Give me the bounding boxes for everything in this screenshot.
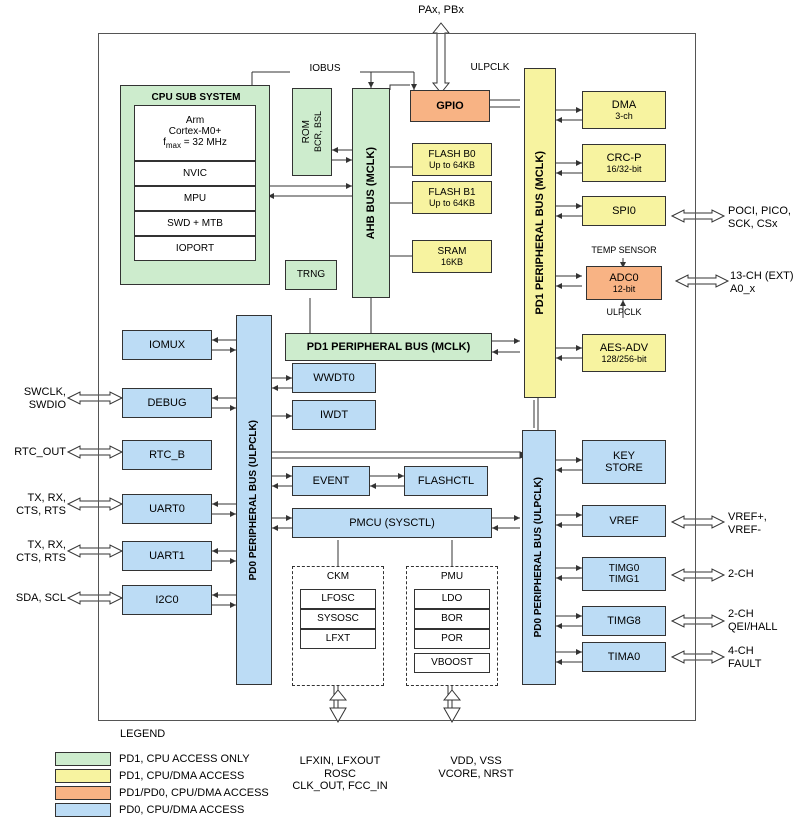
legend-item bbox=[55, 803, 269, 817]
key-store-block bbox=[582, 440, 666, 484]
debug-block: DEBUG bbox=[122, 388, 212, 418]
clock-signal-label: LFXIN, LFXOUT ROSC CLK_OUT, FCC_IN bbox=[292, 755, 388, 793]
ldo-block: LDO bbox=[414, 589, 490, 609]
legend-label-pd1-dma: PD1, CPU/DMA ACCESS bbox=[119, 770, 245, 782]
i2c0-block: I2C0 bbox=[122, 585, 212, 615]
i2c0-signal-label: SDA, SCL bbox=[15, 592, 66, 604]
aes-keysize: 128/256-bit bbox=[601, 354, 647, 365]
flash-b1-size: Up to 64KB bbox=[428, 198, 476, 209]
pd1-peripheral-bus-vertical bbox=[524, 68, 556, 398]
top-signal-label: PAx, PBx bbox=[418, 4, 464, 16]
crc-title: CRC-P bbox=[606, 151, 642, 164]
aes-adv-block bbox=[582, 334, 666, 372]
cpu-core-block bbox=[134, 105, 256, 161]
cpu-subsystem-title: CPU SUB SYSTEM bbox=[151, 92, 241, 103]
flashctl-block: FLASHCTL bbox=[404, 466, 488, 496]
ulpclk-top-label: ULPCLK bbox=[470, 62, 510, 73]
lfosc-block: LFOSC bbox=[300, 589, 376, 609]
crc-block bbox=[582, 144, 666, 182]
power-signal-label: VDD, VSS VCORE, NRST bbox=[438, 755, 514, 780]
legend-label-pd0: PD0, CPU/DMA ACCESS bbox=[119, 804, 245, 816]
legend-item bbox=[55, 752, 269, 766]
flash-b0-title: FLASH B0 bbox=[428, 148, 476, 160]
iomux-block: IOMUX bbox=[122, 330, 212, 360]
trng-block: TRNG bbox=[285, 260, 337, 290]
rom-label: ROM bbox=[301, 120, 313, 144]
aes-title: AES-ADV bbox=[599, 341, 649, 354]
pmu-title: PMU bbox=[440, 571, 464, 582]
legend-label-pd1-cpu: PD1, CPU ACCESS ONLY bbox=[119, 753, 250, 765]
cpu-core-line1: Arm bbox=[185, 114, 205, 126]
pd0-peripheral-bus-right bbox=[522, 430, 556, 685]
spi0-block: SPI0 bbox=[582, 196, 666, 226]
uart0-signal-label: TX, RX, CTS, RTS bbox=[16, 492, 66, 517]
timg1-label: TIMG1 bbox=[608, 574, 640, 585]
flash-b0-block bbox=[412, 143, 492, 176]
rtc-out-signal-label: RTC_OUT bbox=[14, 446, 66, 458]
timg8-signal-label: 2-CH QEI/HALL bbox=[728, 608, 778, 633]
vboost-block: VBOOST bbox=[414, 653, 490, 673]
tima0-signal-label: 4-CH FAULT bbox=[728, 645, 762, 670]
uart1-block: UART1 bbox=[122, 541, 212, 571]
sram-block bbox=[412, 240, 492, 273]
gpio-block: GPIO bbox=[410, 90, 490, 122]
sram-title: SRAM bbox=[437, 245, 467, 257]
dma-title: DMA bbox=[611, 98, 637, 111]
timg0-label: TIMG0 bbox=[608, 562, 640, 574]
cpu-ioport: IOPORT bbox=[134, 236, 256, 261]
flash-b1-block bbox=[412, 181, 492, 214]
adc0-resolution: 12-bit bbox=[612, 284, 636, 295]
pd1-bus-vertical-label: PD1 PERIPHERAL BUS (MCLK) bbox=[533, 151, 546, 315]
legend-swatch-pd1-cpu bbox=[55, 752, 111, 766]
rom-block bbox=[292, 88, 332, 176]
key-store-line1: KEY bbox=[612, 449, 635, 462]
rom-sublabel: BCR, BSL bbox=[312, 111, 323, 153]
adc0-title: ADC0 bbox=[609, 271, 639, 284]
ahb-bus-label: AHB BUS (MCLK) bbox=[364, 146, 377, 240]
lfxt-block: LFXT bbox=[300, 629, 376, 649]
legend-title: LEGEND bbox=[120, 728, 166, 740]
pd0-bus-right-label: PD0 PERIPHERAL BUS (ULPCLK) bbox=[533, 477, 545, 638]
spi-signal-label: POCI, PICO, SCK, CSx bbox=[728, 205, 791, 230]
ahb-bus bbox=[352, 88, 390, 298]
ulpclk-adc-label: ULPCLK bbox=[606, 307, 642, 317]
uart0-block: UART0 bbox=[122, 494, 212, 524]
por-block: POR bbox=[414, 629, 490, 649]
key-store-line2: STORE bbox=[605, 462, 643, 474]
flash-b0-size: Up to 64KB bbox=[428, 160, 476, 171]
dma-channels: 3-ch bbox=[615, 111, 633, 122]
crc-width: 16/32-bit bbox=[606, 164, 642, 175]
sram-size: 16KB bbox=[440, 257, 464, 268]
legend-item bbox=[55, 769, 269, 783]
iwdt-block: IWDT bbox=[292, 400, 376, 430]
swclk-signal-label: SWCLK, SWDIO bbox=[23, 386, 66, 411]
pd0-peripheral-bus-left bbox=[236, 315, 272, 685]
timg8-block: TIMG8 bbox=[582, 606, 666, 636]
bor-block: BOR bbox=[414, 609, 490, 629]
pd1-peripheral-bus-horizontal: PD1 PERIPHERAL BUS (MCLK) bbox=[285, 333, 492, 361]
legend-label-pd1-pd0: PD1/PD0, CPU/DMA ACCESS bbox=[119, 787, 269, 799]
cpu-core-line2: Cortex-M0+ bbox=[168, 126, 222, 138]
cpu-swd-mtb: SWD + MTB bbox=[134, 211, 256, 236]
legend bbox=[55, 752, 269, 817]
pd0-bus-left-label: PD0 PERIPHERAL BUS (ULPCLK) bbox=[248, 419, 260, 581]
vref-signal-label: VREF+, VREF- bbox=[728, 511, 767, 536]
temp-sensor-label: TEMP SENSOR bbox=[591, 245, 657, 255]
cpu-core-fmax: $f_{max} = 32$ MHz bbox=[163, 137, 227, 151]
legend-swatch-pd0 bbox=[55, 803, 111, 817]
event-block: EVENT bbox=[292, 466, 370, 496]
pmcu-block: PMCU (SYSCTL) bbox=[292, 508, 492, 538]
legend-item bbox=[55, 786, 269, 800]
rtc-b-block: RTC_B bbox=[122, 440, 212, 470]
timg01-block bbox=[582, 557, 666, 591]
vref-block: VREF bbox=[582, 505, 666, 537]
legend-swatch-pd1-pd0 bbox=[55, 786, 111, 800]
sysosc-block: SYSOSC bbox=[300, 609, 376, 629]
ckm-title: CKM bbox=[326, 571, 350, 582]
cpu-nvic: NVIC bbox=[134, 161, 256, 186]
dma-block bbox=[582, 91, 666, 129]
flash-b1-title: FLASH B1 bbox=[428, 186, 476, 198]
legend-swatch-pd1-dma bbox=[55, 769, 111, 783]
timg01-signal-label: 2-CH bbox=[728, 568, 754, 580]
cpu-mpu: MPU bbox=[134, 186, 256, 211]
wwdt0-block: WWDT0 bbox=[292, 363, 376, 393]
tima0-block: TIMA0 bbox=[582, 642, 666, 672]
adc-signal-label: 13-CH (EXT) A0_x bbox=[730, 270, 794, 295]
iobus-label: IOBUS bbox=[290, 63, 360, 75]
uart1-signal-label: TX, RX, CTS, RTS bbox=[16, 539, 66, 564]
adc0-block bbox=[586, 266, 662, 300]
